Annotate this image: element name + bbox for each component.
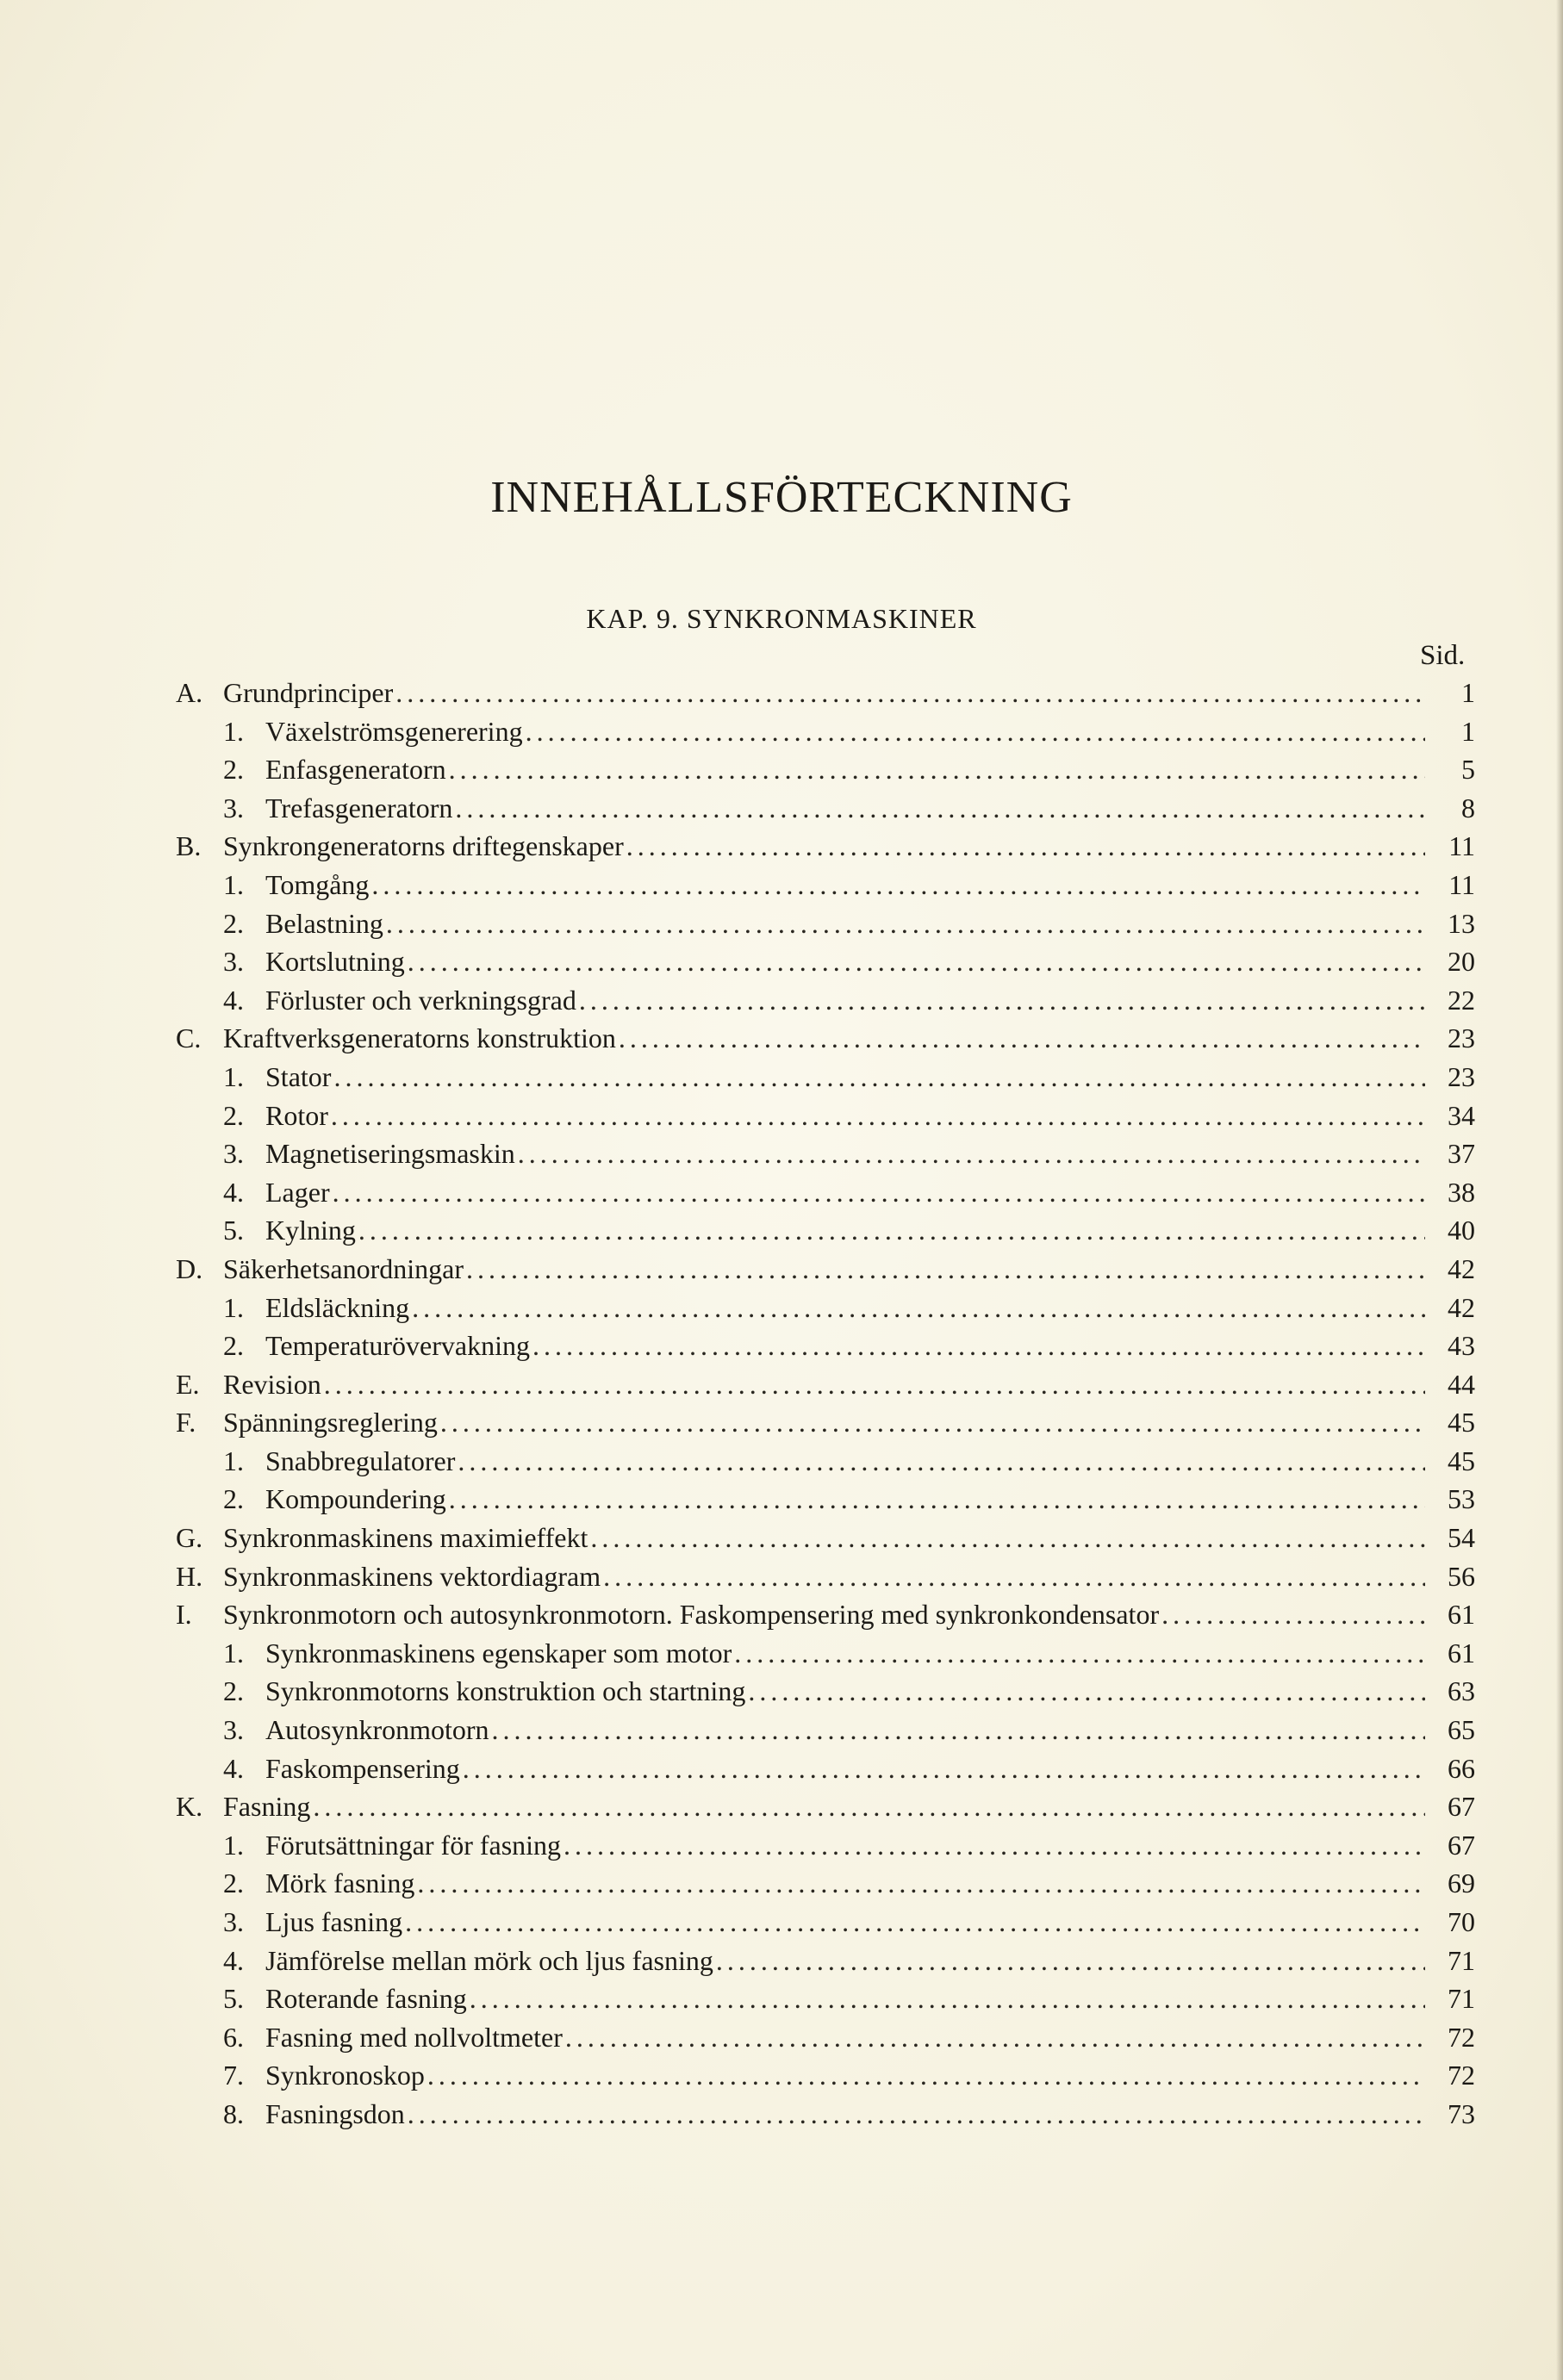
toc-subsection-row	[176, 1867, 1475, 1906]
toc-entry-number: 1.	[223, 1445, 244, 1476]
toc-page-number: 38	[1448, 1176, 1475, 1208]
toc-entry-text: Belastning	[265, 907, 383, 939]
toc-page-number: 20	[1448, 946, 1475, 978]
toc-page-number: 72	[1448, 2021, 1475, 2053]
toc-leader-dots	[417, 1867, 1425, 1899]
toc-entry-label	[223, 1945, 713, 1977]
toc-section-letter: A.	[176, 677, 203, 708]
toc-entry-number: 2.	[223, 1867, 244, 1899]
toc-entry-label	[176, 1522, 588, 1554]
toc-subsection-row	[176, 1445, 1475, 1484]
toc-entry-number: 3.	[223, 1906, 244, 1937]
toc-section-row	[176, 1253, 1475, 1292]
toc-leader-dots	[458, 1445, 1425, 1477]
toc-leader-dots	[619, 1022, 1425, 1054]
toc-page-number: 23	[1448, 1022, 1475, 1054]
toc-page-number: 44	[1448, 1368, 1475, 1400]
toc-leader-dots	[386, 908, 1425, 940]
toc-page-number: 1	[1461, 715, 1475, 747]
toc-entry-label	[176, 677, 393, 709]
toc-leader-dots	[313, 1791, 1425, 1823]
toc-leader-dots	[331, 1100, 1425, 1132]
toc-leader-dots	[358, 1215, 1425, 1246]
toc-page-number: 56	[1448, 1560, 1475, 1592]
toc-entry-text: Roterande fasning	[265, 1983, 467, 2015]
toc-entry-number: 2.	[223, 1675, 244, 1707]
toc-leader-dots	[455, 792, 1425, 824]
toc-section-row	[176, 1022, 1475, 1061]
toc-entry-text: Revision	[223, 1368, 321, 1400]
toc-entry-number: 4.	[223, 984, 244, 1016]
toc-entry-label	[223, 1061, 331, 1093]
toc-entry-text: Stator	[265, 1060, 332, 1092]
toc-subsection-row	[176, 1215, 1475, 1253]
toc-page-number: 61	[1448, 1637, 1475, 1668]
toc-subsection-row	[176, 1100, 1475, 1139]
toc-page-number: 54	[1448, 1522, 1475, 1554]
toc-entry-text: Lager	[265, 1176, 330, 1208]
toc-entry-text: Växelströmsgenerering	[265, 715, 523, 747]
toc-entry-text: Grundprinciper	[223, 677, 394, 708]
toc-page-number: 70	[1448, 1906, 1475, 1937]
toc-entry-label	[223, 1753, 460, 1785]
toc-entry-text: Spänningsreglering	[223, 1407, 438, 1439]
toc-page-number: 1	[1461, 677, 1475, 708]
toc-leader-dots	[470, 1983, 1425, 2015]
toc-leader-dots	[324, 1369, 1425, 1401]
toc-entry-number: 1.	[223, 1829, 244, 1861]
toc-leader-dots	[626, 830, 1425, 862]
toc-entry-label	[176, 830, 624, 862]
toc-entry-number: 1.	[223, 715, 244, 747]
toc-page-number: 13	[1448, 907, 1475, 939]
toc-subsection-row	[176, 1983, 1475, 2022]
toc-page-number: 42	[1448, 1252, 1475, 1284]
page-title: INNEHÅLLSFÖRTECKNING	[490, 473, 1073, 522]
page-edge-shadow	[1556, 0, 1563, 2380]
toc-entry-number: 4.	[223, 1176, 244, 1208]
toc-entry-number: 6.	[223, 2021, 244, 2053]
toc-page-number: 69	[1448, 1867, 1475, 1899]
toc-entry-label	[176, 1599, 1159, 1631]
toc-page-number: 72	[1448, 2060, 1475, 2091]
toc-page-number: 67	[1448, 1829, 1475, 1861]
toc-entry-text: Fasning med nollvoltmeter	[265, 2021, 563, 2053]
toc-entry-label	[223, 908, 383, 940]
toc-section-letter: E.	[176, 1368, 200, 1400]
toc-leader-dots	[449, 1483, 1425, 1515]
toc-page-number: 45	[1448, 1445, 1475, 1476]
toc-entry-label	[223, 946, 405, 978]
toc-page-number: 65	[1448, 1714, 1475, 1746]
toc-entry-label	[223, 716, 523, 748]
toc-subsection-row	[176, 1945, 1475, 1984]
toc-entry-number: 2.	[223, 1483, 244, 1515]
toc-section-row	[176, 1407, 1475, 1445]
toc-leader-dots	[603, 1561, 1425, 1593]
toc-entry-text: Eldsläckning	[265, 1291, 410, 1323]
toc-subsection-row	[176, 908, 1475, 947]
toc-entry-text: Synkronmotorn och autosynkronmotorn. Faskompensering med synkronkondensator	[223, 1599, 1160, 1631]
toc-page-number: 43	[1448, 1330, 1475, 1362]
toc-entry-text: Synkronmaskinens vektordiagram	[223, 1560, 601, 1592]
toc-entry-text: Kraftverksgeneratorns konstruktion	[223, 1022, 616, 1054]
toc-section-row	[176, 830, 1475, 869]
toc-subsection-row	[176, 985, 1475, 1023]
toc-leader-dots	[1161, 1599, 1425, 1631]
toc-entry-label	[223, 869, 369, 901]
toc-entry-text: Synkronoskop	[265, 2060, 425, 2091]
toc-entry-label	[223, 985, 576, 1016]
toc-leader-dots	[440, 1407, 1425, 1439]
toc-entry-number: 1.	[223, 868, 244, 900]
toc-page-number: 45	[1448, 1407, 1475, 1439]
toc-entry-label	[223, 1830, 561, 1861]
toc-section-letter: D.	[176, 1252, 203, 1284]
toc-leader-dots	[405, 1906, 1425, 1938]
toc-subsection-row	[176, 869, 1475, 908]
toc-entry-number: 4.	[223, 1752, 244, 1784]
toc-entry-label	[176, 1022, 616, 1054]
toc-subsection-row	[176, 754, 1475, 792]
toc-entry-label	[223, 2060, 425, 2091]
toc-subsection-row	[176, 2060, 1475, 2098]
toc-entry-label	[223, 1637, 732, 1669]
toc-page-number: 11	[1448, 830, 1475, 862]
toc-leader-dots	[590, 1522, 1425, 1554]
toc-page-number: 42	[1448, 1291, 1475, 1323]
toc-entry-number: 3.	[223, 792, 244, 823]
toc-subsection-row	[176, 1675, 1475, 1714]
toc-entry-text: Autosynkronmotorn	[265, 1714, 489, 1746]
toc-section-letter: H.	[176, 1560, 203, 1592]
toc-entry-text: Synkronmotorns konstruktion och startning	[265, 1675, 746, 1707]
toc-subsection-row	[176, 1483, 1475, 1522]
toc-entry-text: Rotor	[265, 1099, 328, 1131]
toc-section-row	[176, 1561, 1475, 1600]
toc-page-number: 63	[1448, 1675, 1475, 1707]
toc-entry-number: 3.	[223, 1714, 244, 1746]
toc-entry-text: Temperaturövervakning	[265, 1330, 530, 1362]
toc-entry-label	[223, 1867, 414, 1899]
toc-entry-number: 1.	[223, 1291, 244, 1323]
toc-leader-dots	[427, 2060, 1425, 2091]
toc-entry-label	[176, 1791, 310, 1823]
toc-section-row	[176, 1599, 1475, 1637]
toc-leader-dots	[449, 754, 1425, 786]
toc-subsection-row	[176, 1753, 1475, 1792]
toc-section-letter: B.	[176, 830, 202, 862]
toc-section-row	[176, 677, 1475, 716]
toc-entry-text: Mörk fasning	[265, 1867, 415, 1899]
toc-page-number: 53	[1448, 1483, 1475, 1515]
toc-entry-label	[223, 1330, 530, 1362]
toc-entry-label	[223, 1906, 402, 1938]
toc-page-number: 71	[1448, 1944, 1475, 1976]
toc-entry-text: Ljus fasning	[265, 1906, 403, 1937]
toc-leader-dots	[518, 1138, 1425, 1170]
toc-section-row	[176, 1369, 1475, 1407]
toc-subsection-row	[176, 716, 1475, 755]
toc-entry-text: Fasningsdon	[265, 2097, 405, 2129]
toc-page-number: 34	[1448, 1099, 1475, 1131]
toc-subsection-row	[176, 1177, 1475, 1215]
toc-subsection-row	[176, 2098, 1475, 2137]
toc-subsection-row	[176, 1330, 1475, 1369]
toc-entry-text: Faskompensering	[265, 1752, 460, 1784]
toc-leader-dots	[333, 1061, 1425, 1093]
toc-entry-label	[223, 1675, 745, 1707]
toc-entry-label	[223, 1483, 446, 1515]
toc-entry-text: Snabbregulatorer	[265, 1445, 456, 1476]
toc-leader-dots	[532, 1330, 1425, 1362]
toc-leader-dots	[333, 1177, 1425, 1209]
toc-page-number: 37	[1448, 1138, 1475, 1170]
toc-section-letter: I.	[176, 1599, 192, 1631]
toc-entry-number: 3.	[223, 1138, 244, 1170]
toc-entry-label	[223, 1445, 455, 1477]
toc-page-number: 66	[1448, 1752, 1475, 1784]
toc-leader-dots	[579, 985, 1425, 1016]
toc-entry-number: 4.	[223, 1944, 244, 1976]
toc-entry-label	[176, 1253, 464, 1285]
toc-entry-label	[223, 1714, 489, 1746]
toc-entry-number: 1.	[223, 1060, 244, 1092]
toc-entry-number: 8.	[223, 2097, 244, 2129]
toc-leader-dots	[492, 1714, 1425, 1746]
toc-entry-text: Förutsättningar för fasning	[265, 1829, 562, 1861]
toc-entry-text: Förluster och verkningsgrad	[265, 984, 576, 1016]
toc-leader-dots	[565, 2022, 1425, 2054]
toc-section-row	[176, 1522, 1475, 1561]
toc-entry-text: Magnetiseringsmaskin	[265, 1138, 515, 1170]
toc-leader-dots	[716, 1945, 1425, 1977]
toc-page-number: 73	[1448, 2097, 1475, 2129]
toc-section-letter: C.	[176, 1022, 202, 1054]
toc-entry-text: Synkronmaskinens egenskaper som motor	[265, 1637, 732, 1668]
toc-entry-number: 5.	[223, 1983, 244, 2015]
toc-entry-text: Trefasgeneratorn	[265, 792, 453, 823]
toc-entry-text: Enfasgeneratorn	[265, 754, 446, 786]
toc-page-number: 22	[1448, 984, 1475, 1016]
toc-entry-label	[176, 1407, 438, 1439]
toc-page-number: 8	[1461, 792, 1475, 823]
toc-section-letter: G.	[176, 1522, 203, 1554]
toc-leader-dots	[408, 2098, 1425, 2130]
toc-entry-text: Fasning	[223, 1791, 311, 1823]
toc-leader-dots	[564, 1830, 1425, 1861]
page-column-header: Sid.	[1420, 640, 1466, 671]
toc-entry-label	[223, 2098, 405, 2130]
toc-entry-label	[223, 754, 446, 786]
toc-leader-dots	[395, 677, 1425, 709]
toc-entry-label	[223, 1138, 515, 1170]
toc-page-number: 11	[1448, 868, 1475, 900]
toc-entry-number: 7.	[223, 2060, 244, 2091]
toc-entry-number: 2.	[223, 1099, 244, 1131]
toc-entry-label	[176, 1561, 601, 1593]
toc-section-letter: K.	[176, 1791, 203, 1823]
toc-leader-dots	[748, 1675, 1425, 1707]
toc-entry-text: Synkrongeneratorns driftegenskaper	[223, 830, 624, 862]
toc-page-number: 40	[1448, 1215, 1475, 1246]
toc-entry-number: 2.	[223, 754, 244, 786]
chapter-heading: KAP. 9. SYNKRONMASKINER	[586, 603, 977, 634]
toc-leader-dots	[408, 946, 1425, 978]
toc-entry-label	[223, 1983, 467, 2015]
toc-entry-number: 5.	[223, 1215, 244, 1246]
toc-subsection-row	[176, 792, 1475, 831]
toc-subsection-row	[176, 1714, 1475, 1753]
toc-page-number: 61	[1448, 1599, 1475, 1631]
toc-subsection-row	[176, 2022, 1475, 2060]
toc-entry-label	[223, 792, 452, 824]
toc-entry-number: 2.	[223, 1330, 244, 1362]
toc-entry-label	[223, 1100, 328, 1132]
toc-page-number: 5	[1461, 754, 1475, 786]
toc-leader-dots	[371, 869, 1425, 901]
toc-entry-label	[223, 1215, 356, 1246]
toc-page-number: 23	[1448, 1060, 1475, 1092]
toc-entry-text: Tomgång	[265, 868, 370, 900]
table-of-contents	[176, 677, 1475, 2137]
toc-leader-dots	[734, 1637, 1425, 1669]
toc-section-letter: F.	[176, 1407, 196, 1439]
toc-entry-text: Synkronmaskinens maximieffekt	[223, 1522, 588, 1554]
toc-leader-dots	[466, 1253, 1425, 1285]
toc-section-row	[176, 1791, 1475, 1830]
toc-subsection-row	[176, 1061, 1475, 1100]
toc-leader-dots	[412, 1292, 1425, 1324]
toc-entry-text: Säkerhetsanordningar	[223, 1252, 464, 1284]
toc-entry-label	[223, 1292, 409, 1324]
toc-entry-text: Kortslutning	[265, 946, 405, 978]
toc-entry-text: Kompoundering	[265, 1483, 446, 1515]
toc-entry-number: 1.	[223, 1637, 244, 1668]
toc-entry-number: 3.	[223, 946, 244, 978]
toc-leader-dots	[463, 1753, 1425, 1785]
toc-entry-text: Kylning	[265, 1215, 356, 1246]
toc-entry-number: 2.	[223, 907, 244, 939]
toc-subsection-row	[176, 1138, 1475, 1177]
toc-leader-dots	[526, 716, 1425, 748]
toc-subsection-row	[176, 946, 1475, 985]
toc-page-number: 67	[1448, 1791, 1475, 1823]
toc-entry-label	[223, 1177, 330, 1209]
toc-subsection-row	[176, 1830, 1475, 1868]
toc-entry-text: Jämförelse mellan mörk och ljus fasning	[265, 1944, 713, 1976]
toc-subsection-row	[176, 1637, 1475, 1676]
toc-page-number: 71	[1448, 1983, 1475, 2015]
toc-entry-label	[176, 1369, 321, 1401]
toc-subsection-row	[176, 1906, 1475, 1945]
toc-entry-label	[223, 2022, 563, 2054]
toc-subsection-row	[176, 1292, 1475, 1331]
